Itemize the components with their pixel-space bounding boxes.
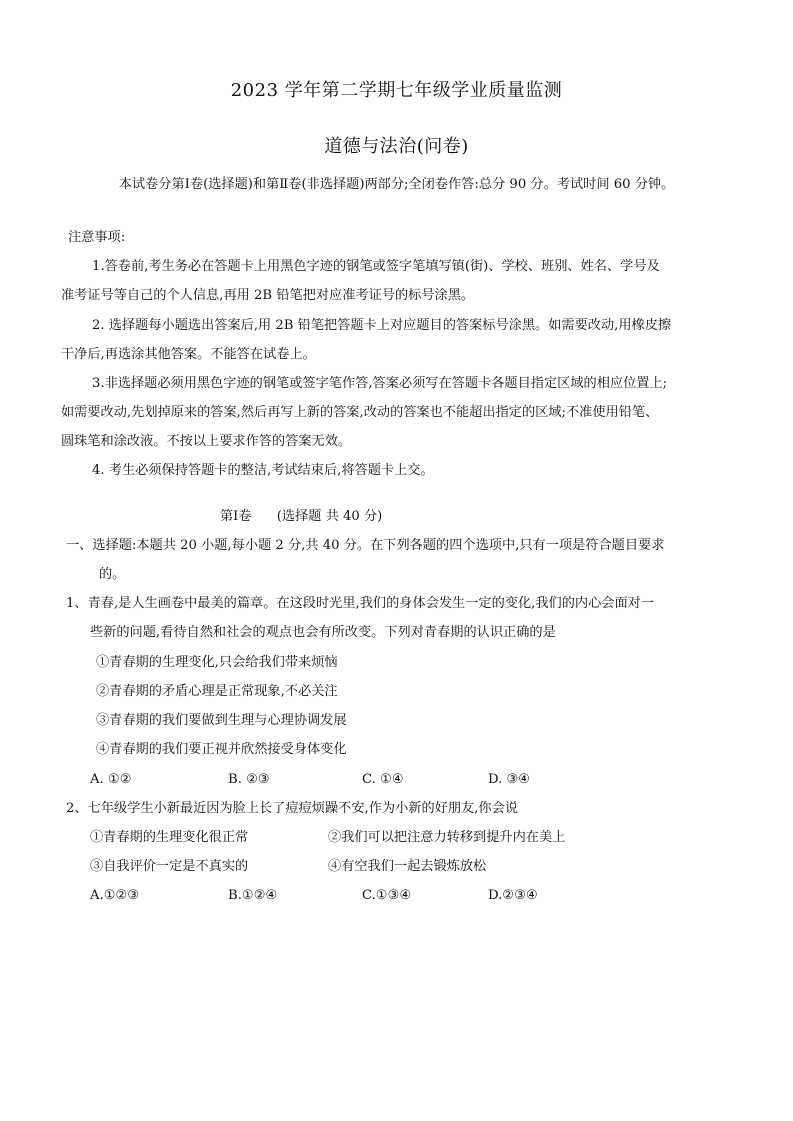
question-1-option-c[interactable]: C. ①④ bbox=[362, 772, 404, 787]
note-1-line-1: 1.答卷前,考生务必在答题卡上用黑色字迹的钢笔或签字笔填写镇(街)、学校、班别、姓名、学号及 bbox=[92, 259, 660, 274]
exam-intro: 本试卷分第Ⅰ卷(选择题)和第Ⅱ卷(非选择题)两部分;全闭卷作答:总分 90 分。考试时间 60 分钟。 bbox=[118, 177, 675, 192]
question-1-option-d[interactable]: D. ③④ bbox=[488, 772, 531, 787]
note-1-line-2: 准考证号等自己的个人信息,再用 2B 铅笔把对应准考证号的标号涂黑。 bbox=[61, 288, 475, 303]
section-instruction-line-1: 一、选择题:本题共 20 小题,每小题 2 分,共 40 分。在下列各题的四个选项中,只有一项是符合题目要求 bbox=[66, 538, 665, 553]
question-1-statement-2: ②青春期的矛盾心理是正常现象,不必关注 bbox=[96, 684, 338, 699]
question-1-statement-1: ①青春期的生理变化,只会给我们带来烦恼 bbox=[96, 655, 338, 670]
note-4: 4. 考生必须保持答题卡的整洁,考试结束后,将答题卡上交。 bbox=[92, 463, 434, 478]
note-3-line-1: 3.非选择题必须用黑色字迹的钢笔或签字笔作答,答案必须写在答题卡各题目指定区域的相应位置上; bbox=[92, 376, 668, 391]
question-1-stem-line-2: 些新的问题,看待自然和社会的观点也会有所改变。下列对青春期的认识正确的是 bbox=[90, 625, 556, 640]
note-3-line-3: 圆珠笔和涂改液。不按以上要求作答的答案无效。 bbox=[61, 434, 352, 449]
question-1-statement-3: ③青春期的我们要做到生理与心理协调发展 bbox=[96, 713, 347, 728]
question-2-stem: 2、七年级学生小新最近因为脸上长了痘痘烦躁不安,作为小新的好朋友,你会说 bbox=[66, 801, 518, 816]
question-2-option-c[interactable]: C.①③④ bbox=[362, 888, 412, 903]
question-2-statement-4: ④有空我们一起去锻炼放松 bbox=[328, 859, 487, 874]
note-2-line-2: 干净后,再选涂其他答案。不能答在试卷上。 bbox=[61, 347, 316, 362]
question-2-option-a[interactable]: A.①②③ bbox=[90, 888, 140, 903]
note-3-line-2: 如需要改动,先划掉原来的答案,然后再写上新的答案,改动的答案也不能超出指定的区域;不准使用铅笔、 bbox=[61, 405, 659, 420]
question-2-option-b[interactable]: B.①②④ bbox=[228, 888, 278, 903]
note-2-line-1: 2. 选择题每小题选出答案后,用 2B 铅笔把答题卡上对应题目的答案标号涂黑。如需要改动,用橡皮擦 bbox=[92, 318, 672, 333]
question-1-stem-line-1: 1、青春,是人生画卷中最美的篇章。在这段时光里,我们的身体会发生一定的变化,我们的内心会面对一 bbox=[66, 596, 655, 611]
section-instruction-line-2: 的。 bbox=[99, 567, 126, 582]
question-1-option-b[interactable]: B. ②③ bbox=[228, 772, 270, 787]
notes-heading: 注意事项: bbox=[68, 230, 126, 245]
section-heading: 第Ⅰ卷 (选择题 共 40 分) bbox=[220, 509, 383, 524]
exam-subtitle: 道德与法治(问卷) bbox=[324, 136, 469, 157]
question-1-option-a[interactable]: A. ①② bbox=[90, 772, 132, 787]
question-1-statement-4: ④青春期的我们要正视并欣然接受身体变化 bbox=[96, 742, 347, 757]
question-2-option-d[interactable]: D.②③④ bbox=[488, 888, 538, 903]
question-2-statement-1: ①青春期的生理变化很正常 bbox=[90, 830, 249, 845]
question-2-statement-3: ③自我评价一定是不真实的 bbox=[90, 859, 249, 874]
question-2-statement-2: ②我们可以把注意力转移到提升内在美上 bbox=[328, 830, 566, 845]
exam-title: 2023 学年第二学期七年级学业质量监测 bbox=[230, 80, 563, 101]
